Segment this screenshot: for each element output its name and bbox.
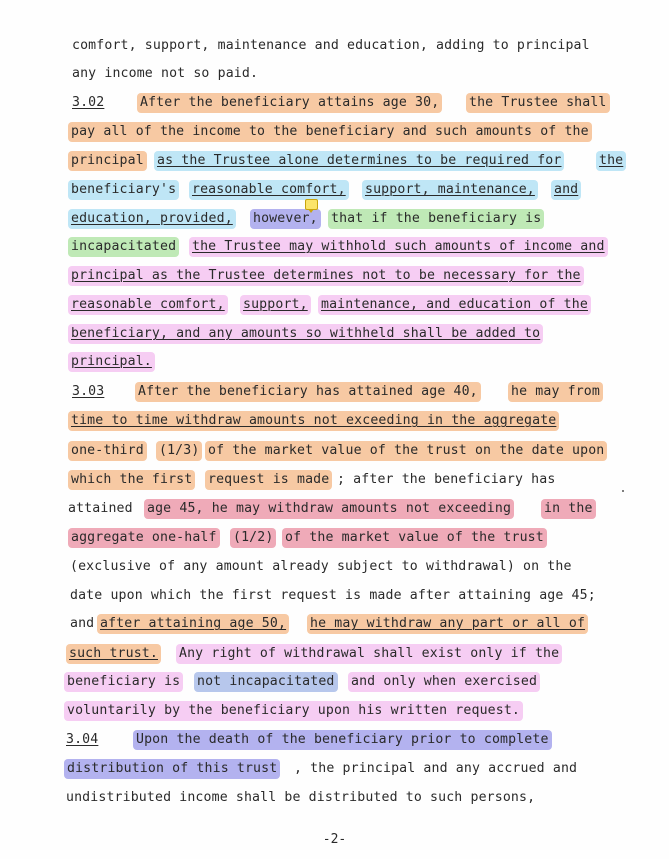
highlight-green[interactable]: incapacitated xyxy=(68,237,179,257)
highlight-pink[interactable]: maintenance, and education of the xyxy=(318,295,591,315)
text-segment: undistributed income shall be distributed to such persons, xyxy=(66,790,536,805)
highlight-orange[interactable]: one-third xyxy=(68,441,147,461)
highlight-orange[interactable]: pay all of the income to the beneficiary and such amounts of the xyxy=(68,122,592,142)
text-line xyxy=(0,179,669,201)
highlight-orange[interactable]: time to time withdraw amounts not exceeding in the aggregate xyxy=(68,411,559,431)
highlight-slate-blue[interactable]: not incapacitated xyxy=(194,672,338,692)
highlight-orange[interactable]: he may withdraw any part or all of xyxy=(307,614,588,634)
text-segment: any income not so paid. xyxy=(72,66,259,81)
section-number: 3.02 xyxy=(72,95,105,110)
text-line xyxy=(0,700,669,722)
text-line xyxy=(0,585,669,607)
text-segment: (exclusive of any amount already subject to withdrawal) on the xyxy=(70,559,572,574)
page-speck xyxy=(622,490,624,492)
highlight-orange[interactable]: principal xyxy=(68,151,147,171)
highlight-purple[interactable]: however, xyxy=(250,209,321,229)
highlight-pink[interactable]: the Trustee may withhold such amounts of income and xyxy=(189,237,608,257)
highlight-orange[interactable]: he may from xyxy=(508,382,603,402)
text-line xyxy=(0,63,669,85)
text-line xyxy=(0,729,669,751)
text-line xyxy=(0,556,669,578)
text-line xyxy=(0,92,669,114)
highlight-orange[interactable]: After the beneficiary has attained age 40, xyxy=(135,382,481,402)
text-line xyxy=(0,440,669,462)
highlight-green[interactable]: that if the beneficiary is xyxy=(328,209,544,229)
highlight-pink[interactable]: and only when exercised xyxy=(348,672,540,692)
highlight-pink[interactable]: principal. xyxy=(68,352,155,372)
highlight-pink[interactable]: beneficiary is xyxy=(64,672,183,692)
text-line xyxy=(0,498,669,520)
highlight-pink[interactable]: reasonable comfort, xyxy=(68,295,228,315)
highlight-red[interactable]: (1/2) xyxy=(230,528,276,548)
highlight-pink[interactable]: support, xyxy=(240,295,311,315)
highlight-blue[interactable]: reasonable comfort, xyxy=(189,180,349,200)
page-number: -2- xyxy=(322,832,347,847)
text-line xyxy=(0,613,669,635)
text-line xyxy=(0,381,669,403)
highlight-blue[interactable]: the xyxy=(596,151,626,171)
text-line xyxy=(0,643,669,665)
highlight-blue[interactable]: as the Trustee alone determines to be required for xyxy=(154,151,564,171)
text-line xyxy=(0,208,669,230)
text-line xyxy=(0,469,669,491)
highlight-orange[interactable]: (1/3) xyxy=(156,441,202,461)
text-line xyxy=(0,410,669,432)
highlight-blue[interactable]: support, maintenance, xyxy=(362,180,538,200)
text-line xyxy=(0,236,669,258)
highlight-red[interactable]: in the xyxy=(541,499,596,519)
text-segment: comfort, support, maintenance and education, adding to principal xyxy=(72,38,590,53)
highlight-orange[interactable]: the Trustee shall xyxy=(466,93,610,113)
text-segment: and xyxy=(70,616,95,631)
text-line xyxy=(0,671,669,693)
section-number: 3.04 xyxy=(66,732,99,747)
highlight-orange[interactable]: request is made xyxy=(205,470,332,490)
comment-note-icon[interactable] xyxy=(305,199,318,210)
highlight-purple[interactable]: Upon the death of the beneficiary prior to complete xyxy=(133,730,552,750)
text-line xyxy=(0,150,669,172)
text-line xyxy=(0,323,669,345)
text-line xyxy=(0,265,669,287)
highlight-orange[interactable]: after attaining age 50, xyxy=(97,614,289,634)
highlight-blue[interactable]: beneficiary's xyxy=(68,180,179,200)
text-segment: , the principal and any accrued and xyxy=(294,761,578,776)
highlight-blue[interactable]: education, provided, xyxy=(68,209,236,229)
highlight-orange[interactable]: of the market value of the trust on the date upon xyxy=(205,441,607,461)
text-segment: date upon which the first request is made after attaining age 45; xyxy=(70,588,596,603)
text-line xyxy=(0,351,669,373)
highlight-red[interactable]: age 45, he may withdraw amounts not exceeding xyxy=(144,499,514,519)
text-segment: attained xyxy=(68,501,133,516)
highlight-blue[interactable]: and xyxy=(551,180,581,200)
highlight-orange[interactable]: which the first xyxy=(68,470,195,490)
highlight-red[interactable]: of the market value of the trust xyxy=(282,528,547,548)
text-line xyxy=(0,787,669,809)
highlight-pink[interactable]: voluntarily by the beneficiary upon his written request. xyxy=(64,701,523,721)
text-line xyxy=(0,294,669,316)
highlight-pink[interactable]: beneficiary, and any amounts so withheld shall be added to xyxy=(68,324,543,344)
text-line xyxy=(0,527,669,549)
text-segment: ; after the beneficiary has xyxy=(337,472,556,487)
text-line xyxy=(0,121,669,143)
highlight-purple[interactable]: distribution of this trust xyxy=(64,759,280,779)
highlight-red[interactable]: aggregate one-half xyxy=(68,528,220,548)
section-number: 3.03 xyxy=(72,384,105,399)
text-line xyxy=(0,35,669,57)
highlight-pink[interactable]: principal as the Trustee determines not to be necessary for the xyxy=(68,266,584,286)
highlight-orange[interactable]: such trust. xyxy=(66,644,161,664)
highlight-orange[interactable]: After the beneficiary attains age 30, xyxy=(137,93,442,113)
highlight-pink[interactable]: Any right of withdrawal shall exist only if the xyxy=(176,644,562,664)
text-line xyxy=(0,758,669,780)
